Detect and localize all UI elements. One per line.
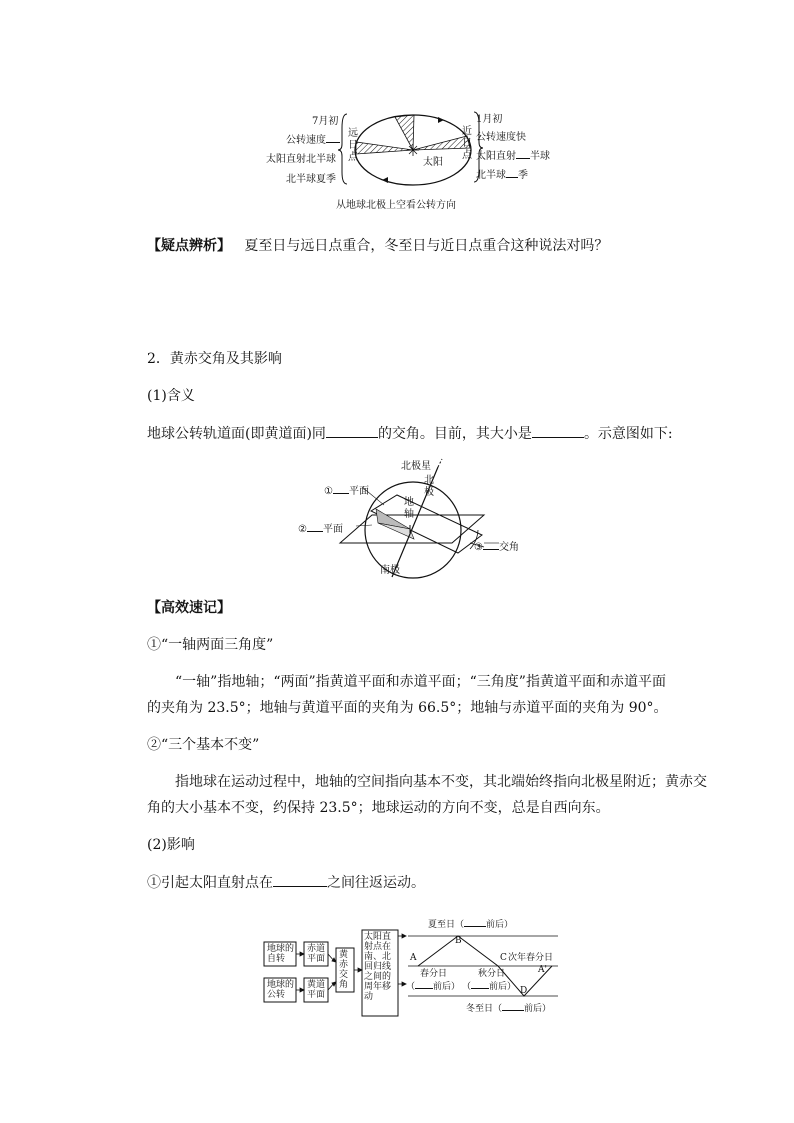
fig1-right-label-3 [476,147,550,167]
meaning-line [147,423,673,444]
influence-text-b: 之间往返运动。 [327,875,425,891]
fig1-left-label-2-text: 公转速度 [286,135,326,146]
winter-solstice-label [466,1002,551,1015]
point-b: B [455,936,462,946]
fig1-right-label-4a: 北半球 [476,170,506,181]
point-c: C [500,953,507,963]
fig1-right-label-1: 1月初 [476,114,503,125]
doubt-line [147,236,608,256]
answer-blank [273,872,327,887]
fig1-right-label-3b: 半球 [530,151,550,162]
north-star-label: 北极星 [401,461,431,472]
doubt-tag: 【疑点辨析】 [147,238,231,254]
meaning-text-b: 的交角。目前，其大小是 [377,426,532,442]
memo-item2-title: ②“三个基本不变” [147,737,260,753]
fig2-blank [483,540,499,550]
sub-heading-influence: (2)影响 [147,837,195,853]
next-spring-label: 次年春分日 [508,953,554,963]
fig1-blank [326,133,340,143]
summer-solstice-label [428,918,513,931]
fig1-sun-label: 太阳 [423,157,443,168]
fig1-left-label-2 [286,131,340,151]
memo-tag: 【高效速记】 [147,600,231,616]
plane-label-2 [298,520,343,540]
winter-text-end: 前后） [524,1004,552,1014]
influence-line [147,872,425,893]
box-annual-migration: 太阳直射点在南、北回归线之间的周年移动 [364,932,392,1002]
memo-item2-text-2: 角的大小基本不变，约保持 23.5°；地球运动的方向不变，总是自西向东。 [147,800,610,816]
memo-item1-text-1: “一轴”指地轴；“两面”指黄道平面和赤道平面；“三角度”指黄道平面和赤道平面 [175,674,666,690]
answer-blank [326,423,378,438]
fig3-blank [464,918,486,927]
section-heading: 2．黄赤交角及其影响 [147,351,282,367]
box-ecliptic-plane: 黄道平面 [307,980,326,1000]
spring-date-blank [406,980,460,993]
fig1-right-label-4b: 季 [518,170,528,181]
angle-label-3 [474,538,519,558]
answer-blank [532,423,584,438]
memo-item2-text-1: 指地球在运动过程中，地轴的空间指向基本不变，其北端始终指向北极星附近；黄赤交 [175,774,707,790]
memo-item1-title: ①“一轴两面三角度” [147,637,274,653]
fig1-right-label-4 [476,166,528,186]
box-earth-rotation: 地球的自转 [267,944,295,964]
orbit-figure [262,108,562,213]
fig2-blank [333,484,349,494]
point-a-prime: A' [538,965,547,975]
autumn-date-blank [462,980,516,993]
fig1-right-label-2: 公转速度快 [476,132,526,143]
autumn-date-r: 前后） [489,982,517,992]
point-d: D [520,986,528,996]
spring-equinox-label: 春分日 [420,969,448,979]
angle-label-3-num: ③ [474,542,483,553]
north-pole-label: 北极 [424,475,434,498]
meaning-text-c: 。示意图如下: [583,426,673,442]
autumn-date-l: （ [462,982,472,992]
autumn-equinox-label: 秋分日 [478,969,506,979]
fig1-perihelion: 近日点 [462,126,472,161]
fig3-blank [471,980,489,989]
box-obliquity: 黄赤交角 [339,950,349,990]
summer-text: 夏至日（ [428,920,465,930]
axis-label: 地轴 [404,497,414,520]
box-earth-revolution: 地球的公转 [267,980,295,1000]
winter-text: 冬至日（ [466,1004,503,1014]
memo-item1-text-2: 的夹角为 23.5°；地轴与黄道平面的夹角为 66.5°；地轴与赤道平面的夹角为 90°。 [147,700,668,716]
fig2-blank [307,522,323,532]
spring-date-r: 前后） [433,982,461,992]
spring-date-l: （ [406,982,416,992]
influence-text-a: ①引起太阳直射点在 [147,875,273,891]
point-a: A [410,953,417,963]
fig1-aphelion: 远日点 [348,128,358,163]
doubt-text: 夏至日与远日点重合，冬至日与近日点重合这种说法对吗？ [244,238,609,254]
sub-heading-meaning: (1)含义 [147,388,195,404]
plane-label-1 [324,482,369,502]
fig3-blank [502,1002,524,1011]
south-pole-label: 南极 [380,565,400,576]
fig1-left-label-4: 北半球夏季 [286,174,336,185]
fig1-left-label-3: 太阳直射北半球 [266,154,336,165]
migration-figure [262,914,562,1018]
summer-text-end: 前后） [486,920,514,930]
plane-label-2-text: 平面 [322,524,343,535]
fig1-blank [516,149,530,159]
plane-label-1-num: ① [324,486,333,497]
fig1-blank [506,168,518,178]
plane-label-1-text: 平面 [348,486,369,497]
fig1-left-label-1: 7月初 [312,116,339,127]
box-equator-plane: 赤道平面 [307,944,326,964]
angle-label-3-text: 交角 [498,542,519,553]
meaning-text-a: 地球公转轨道面(即黄道面)同 [147,426,326,442]
fig3-blank [415,980,433,989]
fig1-caption: 从地球北极上空看公转方向 [336,200,456,211]
fig1-right-label-3a: 太阳直射 [476,151,516,162]
obliquity-figure [296,457,536,582]
plane-label-2-num: ② [298,524,307,535]
